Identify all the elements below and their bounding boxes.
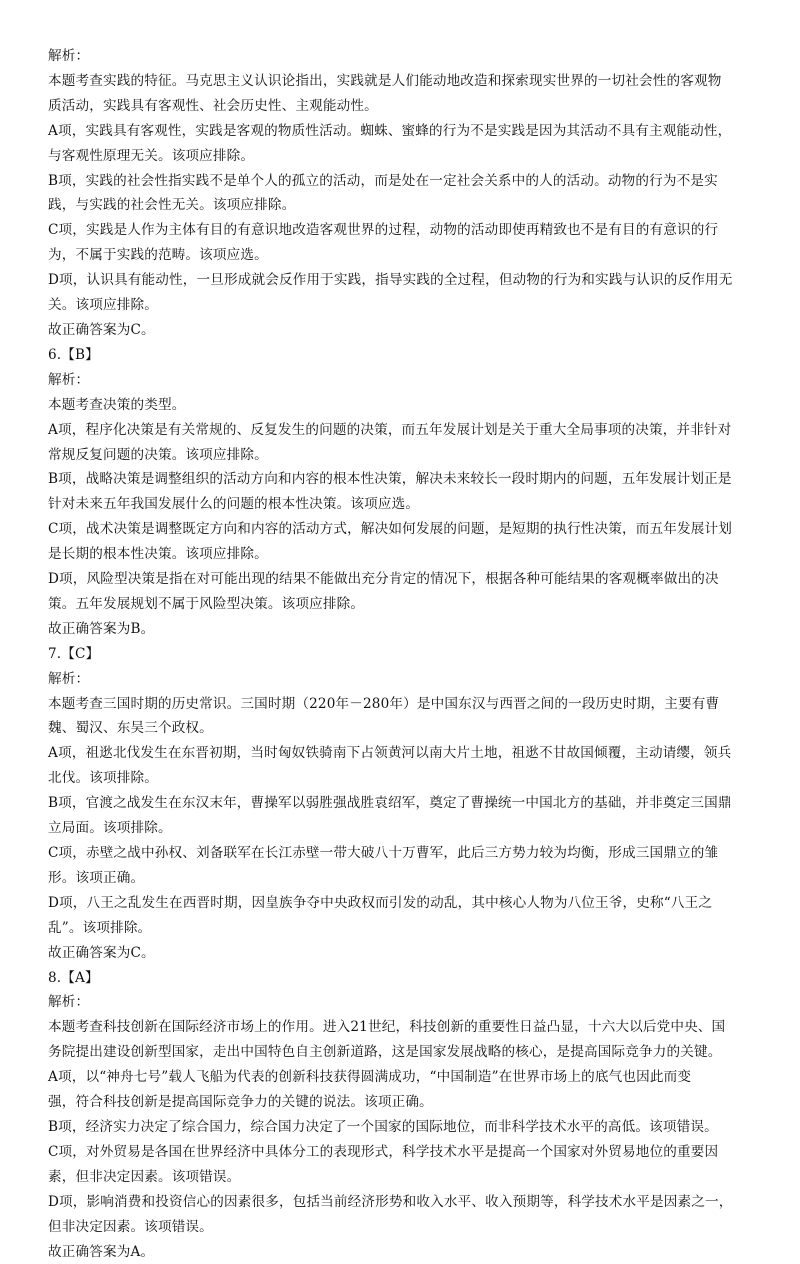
answer-explanation-page — [48, 44, 760, 1264]
text-line: 践，与实践的社会性无关。该项应排除。 — [48, 193, 760, 218]
text-line: A项，祖逖北伐发生在东晋初期，当时匈奴铁骑南下占领黄河以南大片土地，祖逖不甘故国倾覆，主动请缨，领兵 — [48, 741, 760, 766]
text-line: B项，战略决策是调整组织的活动方向和内容的根本性决策，解决未来较长一段时期内的问题，五年发展计划正是 — [48, 467, 760, 492]
text-line: B项，官渡之战发生在东汉末年，曹操军以弱胜强战胜袁绍军，奠定了曹操统一中国北方的基础，并非奠定三国鼎 — [48, 791, 760, 816]
text-line: D项，风险型决策是指在对可能出现的结果不能做出充分肯定的情况下，根据各种可能结果的客观概率做出的决 — [48, 567, 760, 592]
text-line: A项，程序化决策是有关常规的、反复发生的问题的决策，而五年发展计划是关于重大全局事项的决策，并非针对 — [48, 418, 760, 443]
text-line: 本题考查决策的类型。 — [48, 393, 760, 418]
text-line: 解析： — [48, 44, 760, 69]
text-line: 是长期的根本性决策。该项应排除。 — [48, 542, 760, 567]
question-number: 8.【A】 — [48, 966, 760, 991]
text-line: 乱”。该项排除。 — [48, 916, 760, 941]
text-line: C项，战术决策是调整既定方向和内容的活动方式，解决如何发展的问题，是短期的执行性决策，而五年发展计划 — [48, 517, 760, 542]
answer-line: 故正确答案为B。 — [48, 617, 760, 642]
text-line: 与客观性原理无关。该项应排除。 — [48, 144, 760, 169]
text-line: 形。该项正确。 — [48, 866, 760, 891]
question-number: 7.【C】 — [48, 642, 760, 667]
text-line: 解析： — [48, 368, 760, 393]
text-line: 质活动，实践具有客观性、社会历史性、主观能动性。 — [48, 94, 760, 119]
text-line: D项，影响消费和投资信心的因素很多，包括当前经济形势和收入水平、收入预期等，科学技术水平是因素之一， — [48, 1190, 760, 1215]
text-line: 北伐。该项排除。 — [48, 766, 760, 791]
text-line: A项，以“神舟七号”载人飞船为代表的创新科技获得圆满成功，“中国制造”在世界市场上的底气也因此而变 — [48, 1065, 760, 1090]
text-line: 策。五年发展规划不属于风险型决策。该项应排除。 — [48, 592, 760, 617]
text-line: B项，实践的社会性指实践不是单个人的孤立的活动，而是处在一定社会关系中的人的活动。动物的行为不是实 — [48, 169, 760, 194]
text-line: 本题考查三国时期的历史常识。三国时期（220年－280年）是中国东汉与西晋之间的一段历史时期，主要有曹 — [48, 692, 760, 717]
answer-line: 故正确答案为A。 — [48, 1240, 760, 1264]
answer-line: 故正确答案为C。 — [48, 941, 760, 966]
text-line: 但非决定因素。该项错误。 — [48, 1215, 760, 1240]
text-line: 为，不属于实践的范畴。该项应选。 — [48, 243, 760, 268]
question-number: 6.【B】 — [48, 343, 760, 368]
text-line: 素，但非决定因素。该项错误。 — [48, 1165, 760, 1190]
text-line: 针对未来五年我国发展什么的问题的根本性决策。该项应选。 — [48, 492, 760, 517]
text-line: A项，实践具有客观性，实践是客观的物质性活动。蜘蛛、蜜蜂的行为不是实践是因为其活动不具有主观能动性， — [48, 119, 760, 144]
text-line: C项，赤壁之战中孙权、刘备联军在长江赤壁一带大破八十万曹军，此后三方势力较为均衡，形成三国鼎立的雏 — [48, 841, 760, 866]
text-line: 强，符合科技创新是提高国际竞争力的关键的说法。该项正确。 — [48, 1090, 760, 1115]
text-line: 解析： — [48, 990, 760, 1015]
text-line: 魏、蜀汉、东吴三个政权。 — [48, 716, 760, 741]
text-line: 解析： — [48, 667, 760, 692]
text-line: 立局面。该项排除。 — [48, 816, 760, 841]
text-line: D项，认识具有能动性，一旦形成就会反作用于实践，指导实践的全过程，但动物的行为和实践与认识的反作用无 — [48, 268, 760, 293]
text-line: 关。该项应排除。 — [48, 293, 760, 318]
text-line: C项，对外贸易是各国在世界经济中具体分工的表现形式，科学技术水平是提高一个国家对外贸易地位的重要因 — [48, 1140, 760, 1165]
text-line: 务院提出建设创新型国家，走出中国特色自主创新道路，这是国家发展战略的核心，是提高国际竞争力的关键。 — [48, 1040, 760, 1065]
text-line: D项，八王之乱发生在西晋时期，因皇族争夺中央政权而引发的动乱，其中核心人物为八位王爷，史称“八王之 — [48, 891, 760, 916]
text-line: B项，经济实力决定了综合国力，综合国力决定了一个国家的国际地位，而非科学技术水平的高低。该项错误。 — [48, 1115, 760, 1140]
text-line: 本题考查实践的特征。马克思主义认识论指出，实践就是人们能动地改造和探索现实世界的一切社会性的客观物 — [48, 69, 760, 94]
text-line: 常规反复问题的决策。该项应排除。 — [48, 443, 760, 468]
text-line: C项，实践是人作为主体有目的有意识地改造客观世界的过程，动物的活动即使再精致也不是有目的有意识的行 — [48, 218, 760, 243]
answer-line: 故正确答案为C。 — [48, 318, 760, 343]
text-line: 本题考查科技创新在国际经济市场上的作用。进入21世纪，科技创新的重要性日益凸显，十六大以后党中央、国 — [48, 1015, 760, 1040]
